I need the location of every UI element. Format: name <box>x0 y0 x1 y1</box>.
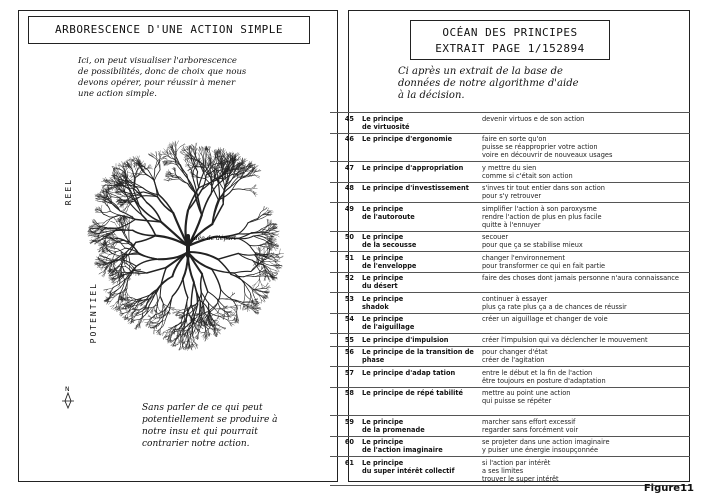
label-potentiel: POTENTIEL <box>89 282 98 344</box>
principle-number: 60 <box>344 438 354 446</box>
table-row <box>330 346 690 367</box>
left-title: ARBORESCENCE D'UNE ACTION SIMPLE <box>28 16 310 44</box>
left-intro-line: devons opérer, pour réussir à mener <box>78 78 236 88</box>
table-row <box>330 112 690 133</box>
principle-name <box>362 164 482 180</box>
principle-name-line: Le principe d'appropriation <box>362 163 464 172</box>
principle-name-line: Le principe <box>362 204 404 213</box>
principle-description <box>482 233 690 249</box>
table-row <box>330 415 690 436</box>
table-row <box>330 231 690 252</box>
principle-description-line: plus ça rate plus ça a de chances de réussir <box>482 302 627 311</box>
principle-name-line: Le principe <box>362 438 404 446</box>
principle-description-line: s'inves tir tout entier dans son action <box>482 184 605 192</box>
right-intro-line: Ci après un extrait de la base de <box>398 66 563 77</box>
principle-name-line: de l'action imaginaire <box>362 446 443 454</box>
principle-number: 55 <box>344 335 354 344</box>
left-caption-line: notre insu et qui pourrait <box>142 427 258 437</box>
tree-start-label: idée de départ <box>192 235 237 242</box>
compass-north-label: N <box>65 386 70 393</box>
principle-description-line: continuer à essayer <box>482 294 548 303</box>
table-row <box>330 182 690 203</box>
right-intro-line: à la décision. <box>398 90 465 101</box>
principle-description-line: puisse se réapproprier votre action <box>482 143 598 151</box>
right-intro-line: données de notre algorithme d'aide <box>398 78 579 89</box>
principle-description <box>482 164 690 180</box>
principle-name-line: de l'enveloppe <box>362 261 417 270</box>
principle-description-line: a ses limites <box>482 466 524 475</box>
principle-description-line: comme si c'était son action <box>482 171 573 180</box>
principle-name-line: Le principe <box>362 458 404 467</box>
principle-name-line: de l'aiguillage <box>362 323 415 331</box>
principle-description <box>482 418 690 434</box>
principle-number: 58 <box>344 389 354 397</box>
principle-name <box>362 135 482 159</box>
label-reel: REEL <box>64 178 73 206</box>
principle-description-line: devenir virtuos e de son action <box>482 114 585 123</box>
principle-number: 59 <box>344 417 354 426</box>
right-intro-text <box>398 66 634 102</box>
principle-description-line: pour changer d'état <box>482 348 548 356</box>
principle-number: 48 <box>344 184 354 192</box>
principle-description <box>482 135 690 159</box>
principle-description <box>482 115 690 131</box>
table-row <box>330 436 690 457</box>
principle-name <box>362 205 482 229</box>
left-caption-line: Sans parler de ce qui peut <box>142 403 263 413</box>
left-caption-line: potentiellement se produire à <box>142 415 278 425</box>
principle-description-line: se projeter dans une action imaginaire <box>482 438 610 446</box>
principle-name <box>362 115 482 131</box>
principle-description <box>482 336 690 344</box>
principle-description-line: regarder sans forcément voir <box>482 425 579 434</box>
principle-description-line: entre le début et la fin de l'action <box>482 368 593 377</box>
principle-name <box>362 336 482 344</box>
principle-name <box>362 389 482 413</box>
principle-description <box>482 369 690 385</box>
table-row <box>330 133 690 162</box>
principle-name <box>362 254 482 270</box>
principle-number: 57 <box>344 368 354 377</box>
principle-number: 51 <box>344 253 354 262</box>
principle-name <box>362 274 482 290</box>
table-row <box>330 387 690 416</box>
left-caption-line: contrarier notre action. <box>142 439 250 449</box>
right-title-line2: EXTRAIT PAGE 1/152894 <box>435 42 585 55</box>
principle-description-line: si l'action par intérêt <box>482 458 551 467</box>
principle-description <box>482 205 690 229</box>
principle-description-line <box>482 405 690 413</box>
principle-name-line: Le principe <box>362 417 404 426</box>
left-intro-line: de possibilités, donc de choix que nous <box>78 67 247 77</box>
principle-description <box>482 184 690 200</box>
principle-name-line: de virtuosité <box>362 122 410 131</box>
principle-description-line: rendre l'action de plus en plus facile <box>482 212 602 221</box>
principle-description-line: changer l'environnement <box>482 253 565 262</box>
principle-description-line: marcher sans effort excessif <box>482 417 576 426</box>
principle-description <box>482 348 690 364</box>
principle-name-line: Le principe d'impulsion <box>362 335 449 344</box>
principle-description-line: pour s'y retrouver <box>482 192 542 200</box>
action-tree-illustration <box>60 96 300 406</box>
principle-description-line: mettre au point une action <box>482 389 571 397</box>
principle-name <box>362 295 482 311</box>
principle-name-line: de la promenade <box>362 425 425 434</box>
principle-description <box>482 254 690 270</box>
right-title <box>410 20 610 60</box>
principle-description-line: créer de l'agitation <box>482 356 545 364</box>
table-row <box>330 202 690 231</box>
table-row <box>330 333 690 346</box>
table-row <box>330 292 690 313</box>
left-intro-line: une action simple. <box>78 89 157 99</box>
principle-name-line: Le principe d'adap tation <box>362 368 456 377</box>
principle-name-line: Le principe de la transition de <box>362 348 474 356</box>
principle-description-line: y puiser une énergie insoupçonnée <box>482 446 599 454</box>
principle-number: 54 <box>344 315 354 323</box>
principle-description-line: simplifier l'action à son paroxysme <box>482 204 597 213</box>
principles-table <box>330 112 690 486</box>
table-row <box>330 272 690 293</box>
principle-description-line: quitte à l'ennuyer <box>482 220 541 229</box>
principle-description-line: faire des choses dont jamais personne n'aura connaissance <box>482 274 679 282</box>
principle-name <box>362 438 482 454</box>
principle-number: 53 <box>344 294 354 303</box>
principle-description-line: qui puisse se répéter <box>482 397 552 405</box>
table-row <box>330 161 690 182</box>
principle-number: 50 <box>344 233 354 241</box>
principle-name-line: Le principe <box>362 294 404 303</box>
left-caption-text <box>142 402 300 450</box>
table-row <box>330 313 690 334</box>
principle-name-line: Le principe <box>362 114 404 123</box>
principle-number: 47 <box>344 163 354 172</box>
principle-name-line: de la secousse <box>362 241 417 249</box>
compass-icon <box>60 384 76 410</box>
principle-name <box>362 348 482 364</box>
principle-number: 61 <box>344 458 354 467</box>
principle-description-line: voire en découvrir de nouveaux usages <box>482 151 613 159</box>
principle-name-line: du super intérêt collectif <box>362 466 455 475</box>
principle-name-line: de l'autoroute <box>362 212 415 221</box>
principle-number: 52 <box>344 274 354 282</box>
principle-description <box>482 389 690 413</box>
principle-number: 45 <box>344 114 354 123</box>
principle-name <box>362 418 482 434</box>
principle-description-line: être toujours en posture d'adaptation <box>482 376 606 385</box>
principle-name <box>362 233 482 249</box>
principle-description-line: secouer <box>482 233 509 241</box>
principle-name-line: Le principe <box>362 274 404 282</box>
principle-description <box>482 459 690 483</box>
principle-name-line: Le principe d'investissement <box>362 184 469 192</box>
principle-name <box>362 184 482 200</box>
principle-description-line: créer un aiguillage et changer de voie <box>482 315 608 323</box>
principle-description <box>482 438 690 454</box>
principle-description-line: faire en sorte qu'on <box>482 135 547 143</box>
principle-number: 56 <box>344 348 354 356</box>
principle-description-line: pour que ça se stabilise mieux <box>482 241 583 249</box>
principle-description-line: pour transformer ce qui en fait partie <box>482 261 606 270</box>
principle-name-line: Le principe d'ergonomie <box>362 135 453 143</box>
left-intro-line: Ici, on peut visualiser l'arborescence <box>78 56 237 66</box>
right-title-line1: OCÉAN DES PRINCIPES <box>442 26 578 39</box>
principle-name-line: shadok <box>362 302 389 311</box>
principle-name <box>362 459 482 483</box>
principle-description-line: créer l'impulsion qui va déclencher le mouvement <box>482 335 648 344</box>
table-row <box>330 366 690 387</box>
principle-description <box>482 315 690 331</box>
principle-name-line: phase <box>362 356 385 364</box>
principle-name <box>362 315 482 331</box>
figure-label: Figure11 <box>643 483 694 494</box>
principle-number: 49 <box>344 204 354 213</box>
principle-number: 46 <box>344 135 354 143</box>
principle-name-line: Le principe <box>362 253 404 262</box>
principle-name <box>362 369 482 385</box>
left-intro-text <box>78 56 286 100</box>
principle-description <box>482 274 690 290</box>
principle-description-line: trouver le super intérêt <box>482 474 559 483</box>
principle-name-line: du désert <box>362 282 398 290</box>
principle-description <box>482 295 690 311</box>
table-row <box>330 251 690 272</box>
table-row <box>330 456 690 486</box>
principle-name-line: Le principe de répé tabilité <box>362 389 463 397</box>
principle-name-line: Le principe <box>362 315 404 323</box>
principle-description-line: y mettre du sien <box>482 163 537 172</box>
principle-name-line: Le principe <box>362 233 404 241</box>
